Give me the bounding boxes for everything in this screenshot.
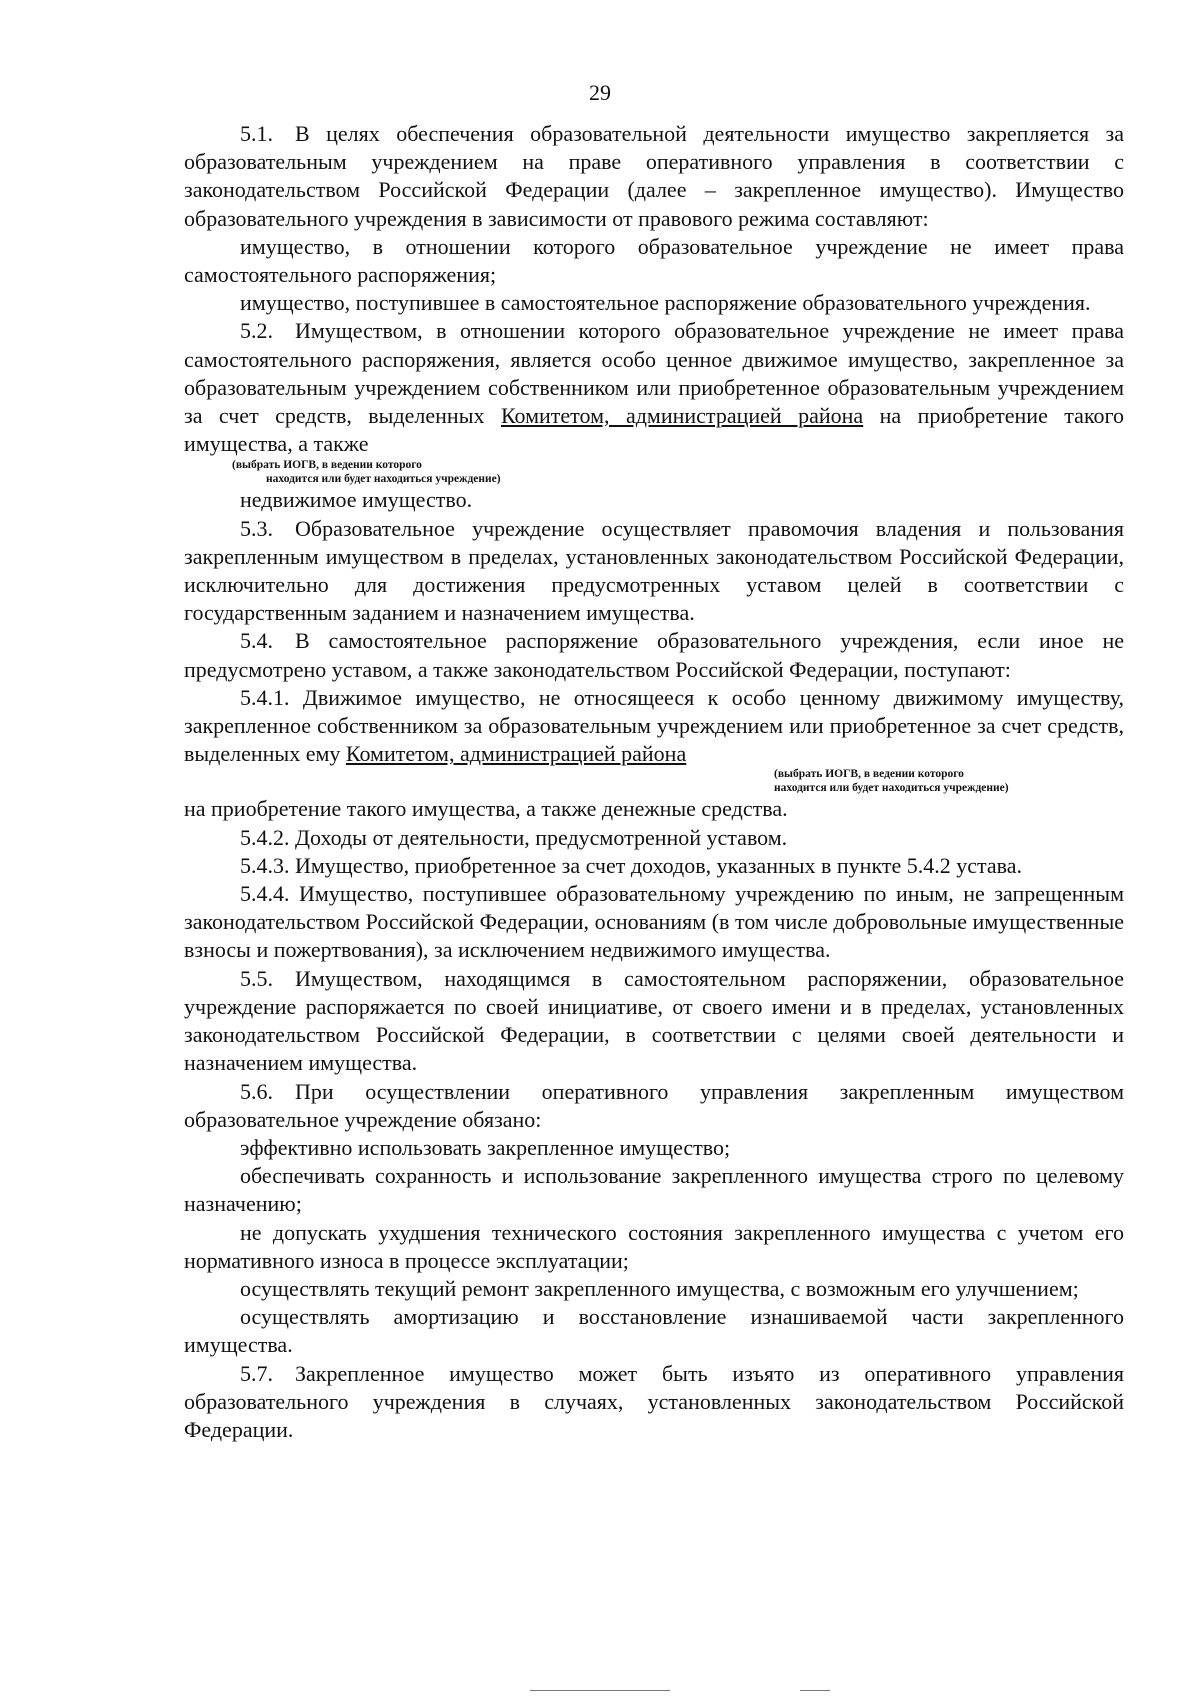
paragraph xyxy=(184,627,1124,683)
paragraph-text: 5.7. Закрепленное имущество может быть изъято из оперативного управления образовательного учреждения в случаях, установленных законодательством Российской Федерации. xyxy=(184,1360,1124,1442)
paragraph-text: имущество, в отношении которого образовательное учреждение не имеет права самостоятельного распоряжения; xyxy=(184,233,1124,288)
paragraph xyxy=(184,515,1124,628)
paragraph-text: осуществлять амортизацию и восстановление изнашиваемой части закрепленного имущества. xyxy=(184,1304,1124,1358)
paragraph-text: осуществлять текущий ремонт закрепленного имущества, с возможным его улучшением; xyxy=(240,1275,1079,1301)
paragraph-text: эффективно использовать закрепленное имущество; xyxy=(240,1134,731,1160)
paragraph-text: недвижимое имущество. xyxy=(240,487,473,513)
page-number: 29 xyxy=(589,80,611,105)
paragraph-text: 5.4.4. Имущество, поступившее образовательному учреждению по иным, не запрещенным законодательством Российской Федерации, основаниям (в том числе добровольные имущественные взносы и пожертвования), за исключением недвижимого имущества. xyxy=(184,881,1124,963)
paragraph-text: на приобретение такого имущества, а также xyxy=(184,403,1124,457)
paragraph-text: 5.6. При осуществлении оперативного управления закрепленным имуществом образовательное учреждение обязано: xyxy=(184,1078,1124,1132)
footnote-line: находится или будет находиться учреждение) xyxy=(774,782,1009,795)
paragraph xyxy=(184,1219,1124,1275)
paragraph xyxy=(184,1275,1124,1303)
paragraph-text: 5.1. В целях обеспечения образовательной деятельности имущество закрепляется за образовательным учреждением на праве оперативного управления в соответствии с законодательством Российской Федерации (далее – закрепленное имущество). Имущество образовательного учреждения в зависимости от правового режима составляют: xyxy=(184,121,1124,231)
paragraph xyxy=(184,317,1124,458)
paragraph xyxy=(184,852,1124,880)
paragraph xyxy=(184,289,1124,317)
paragraph-text: 5.5. Имуществом, находящимся в самостоятельном распоряжении, образовательное учреждение распоряжается по своей инициативе, от своего имени и в пределах, установленных законодательством Российской Федерации, в соответствии с целями своей деятельности и назначением имущества. xyxy=(184,965,1124,1076)
paragraph xyxy=(184,120,1124,233)
paragraph xyxy=(184,880,1124,965)
paragraph xyxy=(184,684,1124,769)
paragraph-text: обеспечивать сохранность и использование закрепленного имущества строго по целевому назначению; xyxy=(184,1163,1124,1217)
paragraph xyxy=(184,795,1124,823)
scan-mark xyxy=(530,1690,670,1691)
paragraph xyxy=(184,486,1124,514)
paragraph-text: не допускать ухудшения технического состояния закрепленного имущества с учетом его нормативного износа в процессе эксплуатации; xyxy=(184,1219,1124,1273)
paragraph-text: 5.4.3. Имущество, приобретенное за счет доходов, указанных в пункте 5.4.2 устава. xyxy=(240,852,1023,878)
paragraph xyxy=(184,1162,1124,1218)
footnote-line: находится или будет находиться учреждение) xyxy=(266,473,501,486)
paragraph xyxy=(184,1134,1124,1162)
paragraph-text: 5.4. В самостоятельное распоряжение образовательного учреждения, если иное не предусмотрено уставом, а также законодательством Российской Федерации, поступают: xyxy=(184,628,1124,682)
document-body xyxy=(184,120,1124,1444)
paragraph xyxy=(184,1360,1124,1445)
paragraph xyxy=(184,1078,1124,1134)
placeholder-authority: Комитетом, администрацией района xyxy=(500,403,864,429)
paragraph-text: 5.3. Образовательное учреждение осуществляет правомочия владения и пользования закрепленным имуществом в пределах, установленных законодательством Российской Федерации, исключительно для достижения предусмотренных уставом целей в соответствии с государственным заданием и назначением имущества. xyxy=(184,515,1124,626)
footnote-line: (выбрать ИОГВ, в ведении которого xyxy=(232,459,422,472)
paragraph-text: 5.4.1. Движимое имущество, не относящееся к особо ценному движимому имуществу, закрепленное собственником за образовательным учреждением или приобретенное за счет средств, выделенных ему xyxy=(184,684,1124,767)
footnote-hint xyxy=(232,458,1124,486)
paragraph-text: на приобретение такого имущества, а также денежные средства. xyxy=(184,796,788,822)
paragraph xyxy=(184,965,1124,1078)
paragraph-text: 5.4.2. Доходы от деятельности, предусмотренной уставом. xyxy=(240,824,788,850)
paragraph xyxy=(184,824,1124,852)
paragraph xyxy=(184,1303,1124,1359)
paragraph-text: 5.2. Имуществом, в отношении которого образовательное учреждение не имеет права самостоятельного распоряжения, является особо ценное движимое имущество, закрепленное за образовательным учреждением собственником или приобретенное образовательным учреждением за счет средств, выделенных xyxy=(184,318,1124,429)
footnote-line: (выбрать ИОГВ, в ведении которого xyxy=(774,768,964,781)
placeholder-authority: Комитетом, администрацией района xyxy=(345,741,687,767)
footnote-hint xyxy=(774,767,1124,795)
paragraph-text: имущество, поступившее в самостоятельное распоряжение образовательного учреждения. xyxy=(240,290,1091,316)
scan-mark xyxy=(800,1690,830,1691)
paragraph xyxy=(184,233,1124,289)
